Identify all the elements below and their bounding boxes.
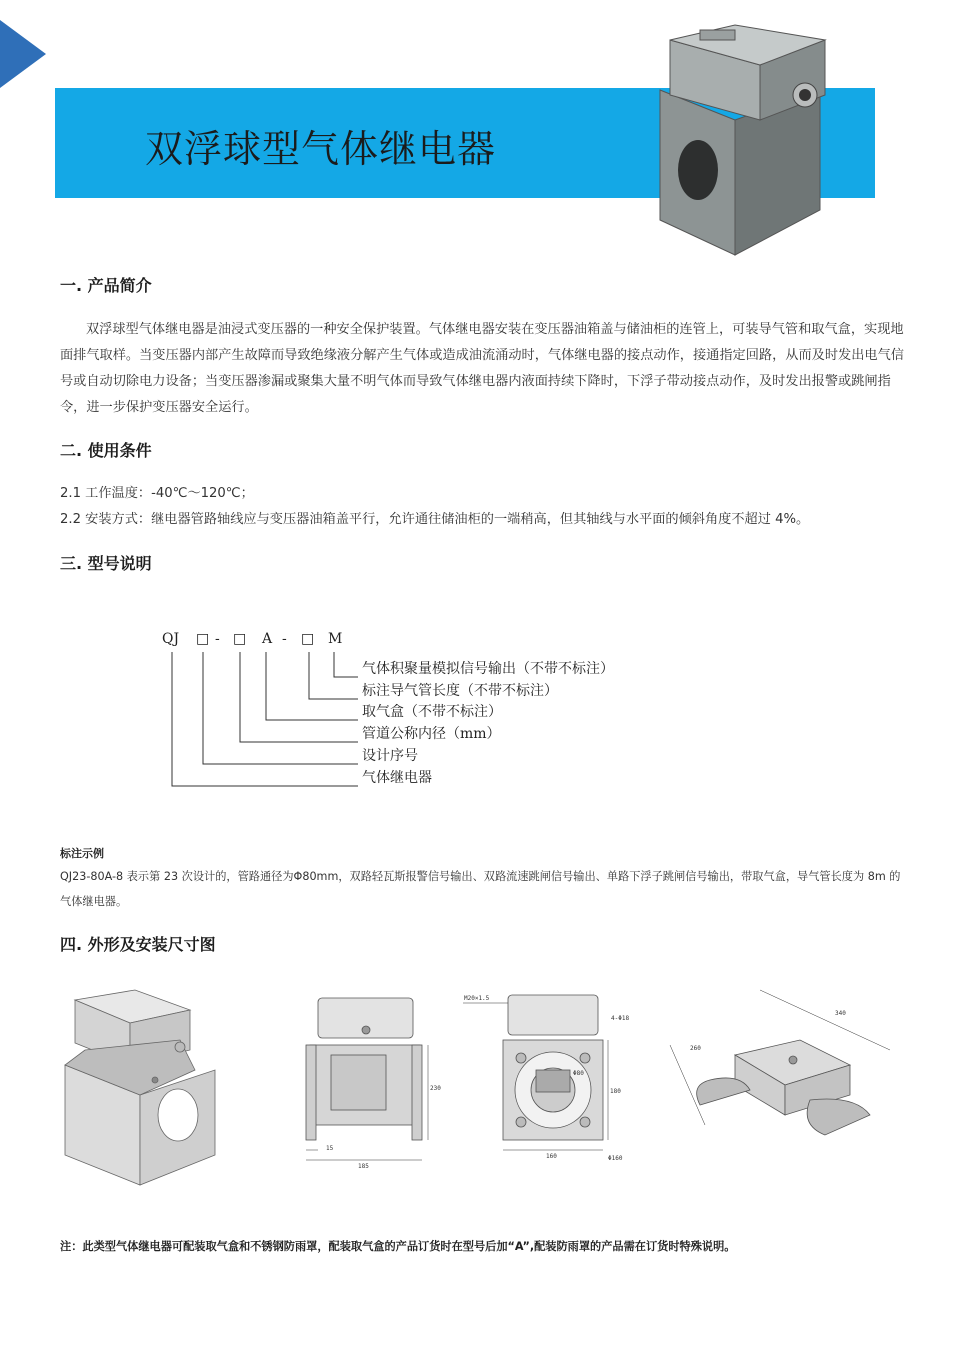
dim-label: 160 bbox=[546, 1153, 557, 1160]
condition-item: 2.1 工作温度：-40℃～120℃； bbox=[60, 486, 254, 501]
product-photo bbox=[640, 20, 870, 260]
model-code-dash: - bbox=[215, 631, 220, 647]
dim-label: 15 bbox=[326, 1145, 334, 1152]
section-heading-intro: 一. 产品简介 bbox=[60, 276, 152, 295]
page-title: 双浮球型气体继电器 bbox=[145, 127, 497, 171]
model-code-box: □ bbox=[233, 631, 247, 647]
model-code-dash: - bbox=[282, 631, 287, 647]
example-text: QJ23-80A-8 表示第 23 次设计的，管路通径为Φ80mm，双路轻瓦斯报警信号输出、双路流速跳闸信号输出、单路下浮子跳闸信号输出，带取气盒，导气管长度为 8m 的气体继电器。 bbox=[60, 870, 901, 908]
footnote: 注：此类型气体继电器可配装取气盒和不锈钢防雨罩，配装取气盒的产品订货时在型号后加“A”,配装防雨罩的产品需在订货时特殊说明。 bbox=[60, 1240, 736, 1253]
dim-label: 230 bbox=[430, 1085, 441, 1092]
model-code-a: A bbox=[262, 631, 273, 647]
dim-label: 260 bbox=[690, 1045, 701, 1052]
model-code-qj: QJ bbox=[162, 631, 180, 647]
dim-label: M20×1.5 bbox=[464, 995, 490, 1002]
dim-label: 180 bbox=[610, 1088, 621, 1095]
dim-label: 340 bbox=[835, 1010, 846, 1017]
example-heading: 标注示例 bbox=[60, 847, 104, 860]
section-heading-dimensions: 四. 外形及安装尺寸图 bbox=[60, 935, 216, 954]
dim-label: 185 bbox=[358, 1163, 369, 1170]
model-code-box: □ bbox=[301, 631, 315, 647]
model-label: 设计序号 bbox=[362, 748, 418, 764]
corner-arrow-icon bbox=[0, 20, 46, 88]
model-label: 管道公称内径（mm） bbox=[362, 726, 501, 742]
model-label: 气体继电器 bbox=[362, 770, 432, 786]
section-heading-model: 三. 型号说明 bbox=[60, 554, 152, 573]
dim-label: 4-Φ18 bbox=[611, 1015, 630, 1022]
model-code-m: M bbox=[328, 631, 343, 647]
condition-item: 2.2 安装方式：继电器管路轴线应与变压器油箱盖平行，允许通往储油柜的一端稍高，但其轴线与水平面的倾斜角度不超过 4%。 bbox=[60, 512, 810, 527]
model-label: 取气盒（不带不标注） bbox=[362, 704, 502, 720]
model-label: 标注导气管长度（不带不标注） bbox=[362, 683, 558, 699]
section-heading-conditions: 二. 使用条件 bbox=[60, 441, 152, 460]
rain-cover-figure bbox=[660, 985, 900, 1155]
side-view-figure bbox=[296, 990, 446, 1185]
model-label: 气体积聚量模拟信号输出（不带不标注） bbox=[362, 661, 614, 677]
front-view-figure bbox=[458, 975, 638, 1185]
dim-label: Φ160 bbox=[608, 1155, 623, 1162]
intro-paragraph: 双浮球型气体继电器是油浸式变压器的一种安全保护装置。气体继电器安装在变压器油箱盖与储油柜的连管上，可装导气管和取气盒，实现地面排气取样。当变压器内部产生故障而导致绝缘液分解产生气体或造成油流涌动时，气体继电器的接点动作，接通指定回路，从而及时发出电气信号或自动切除电力设备；当变压器渗漏或聚集大量不明气体而导致气体继电器内液面持续下降时，下浮子带动接点动作，及时发出报警或跳闸指令，进一步保护变压器安全运行。 bbox=[60, 322, 904, 415]
dim-label: Φ80 bbox=[573, 1070, 584, 1077]
isometric-view-figure bbox=[60, 975, 230, 1190]
model-code-box: □ bbox=[196, 631, 210, 647]
